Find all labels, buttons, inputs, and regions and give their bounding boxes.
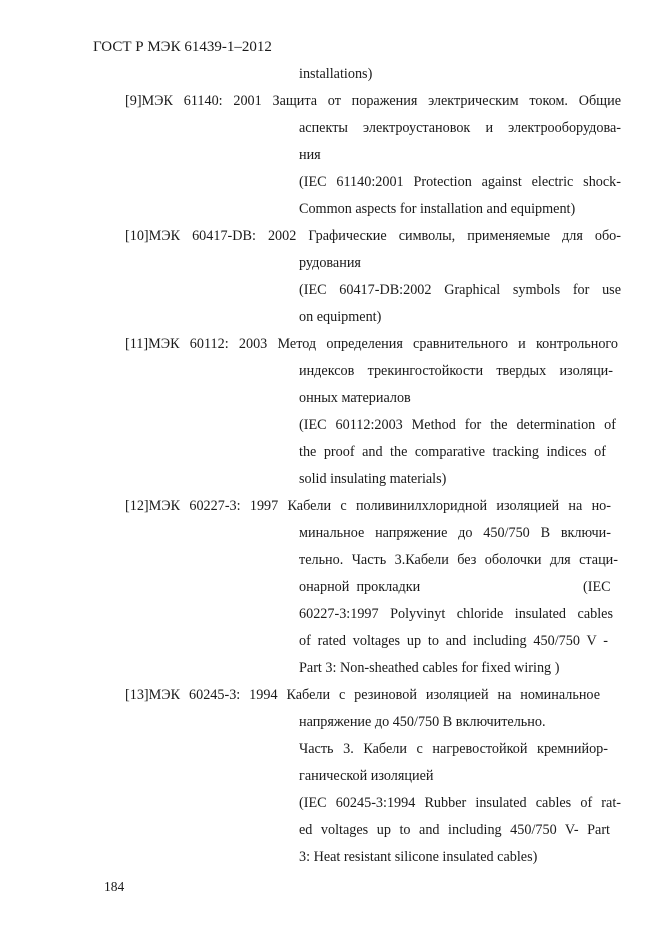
reference-11-line: [11]МЭК 60112: 2003 Метод определения сравнительного и контрольного (125, 336, 618, 352)
text-line: Common aspects for installation and equipment) (299, 201, 576, 217)
text-line: (IEC 61140:2001 Protection against electric shock- (299, 174, 621, 190)
page-header: ГОСТ Р МЭК 61439-1–2012 (93, 39, 272, 55)
reference-12-line: [12]МЭК 60227-3: 1997 Кабели с поливинилхлоридной изоляцией на но- (125, 498, 611, 514)
text-line: (IEC 60112:2003 Method for the determination of (299, 417, 616, 433)
text-line: the proof and the comparative tracking indices of (299, 444, 606, 460)
text-line: on equipment) (299, 309, 382, 325)
text-line: онарной прокладки (299, 579, 421, 595)
text-line: solid insulating materials) (299, 471, 447, 487)
text-line: 3: Heat resistant silicone insulated cables) (299, 849, 538, 865)
reference-13-line: [13]МЭК 60245-3: 1994 Кабели с резиновой изоляцией на номинальное (125, 687, 600, 703)
text-line: (IEC 60245-3:1994 Rubber insulated cables of rat- (299, 795, 621, 811)
text-line: минальное напряжение до 450/750 В включи- (299, 525, 611, 541)
text-line: напряжение до 450/750 В включительно. (299, 714, 546, 730)
text-line: аспекты электроустановок и электрооборудова- (299, 120, 621, 136)
text-line: ния (299, 147, 321, 163)
text-line: индексов трекингостойкости твердых изоляци- (299, 363, 613, 379)
text-line: (IEC 60417-DB:2002 Graphical symbols for use (299, 282, 621, 298)
text-line: of rated voltages up to and including 450/750 V - (299, 633, 608, 649)
text-line: (IEC (583, 579, 611, 595)
text-line: тельно. Часть 3.Кабели без оболочки для стаци- (299, 552, 618, 568)
text-line: 60227-3:1997 Polyvinyt chloride insulated cables (299, 606, 613, 622)
reference-9-line: [9]МЭК 61140: 2001 Защита от поражения электрическим током. Общие (125, 93, 621, 109)
text-line: ганической изоляцией (299, 768, 434, 784)
text-line: installations) (299, 66, 373, 82)
text-line: онных материалов (299, 390, 411, 406)
text-line: Part 3: Non-sheathed cables for fixed wiring ) (299, 660, 560, 676)
text-line: ed voltages up to and including 450/750 V- Part (299, 822, 610, 838)
page-number: 184 (104, 879, 125, 894)
reference-10-line: [10]МЭК 60417-DB: 2002 Графические символы, применяемые для обо- (125, 228, 621, 244)
text-line: рудования (299, 255, 361, 271)
text-line: Часть 3. Кабели с нагревостойкой кремнийор- (299, 741, 608, 757)
